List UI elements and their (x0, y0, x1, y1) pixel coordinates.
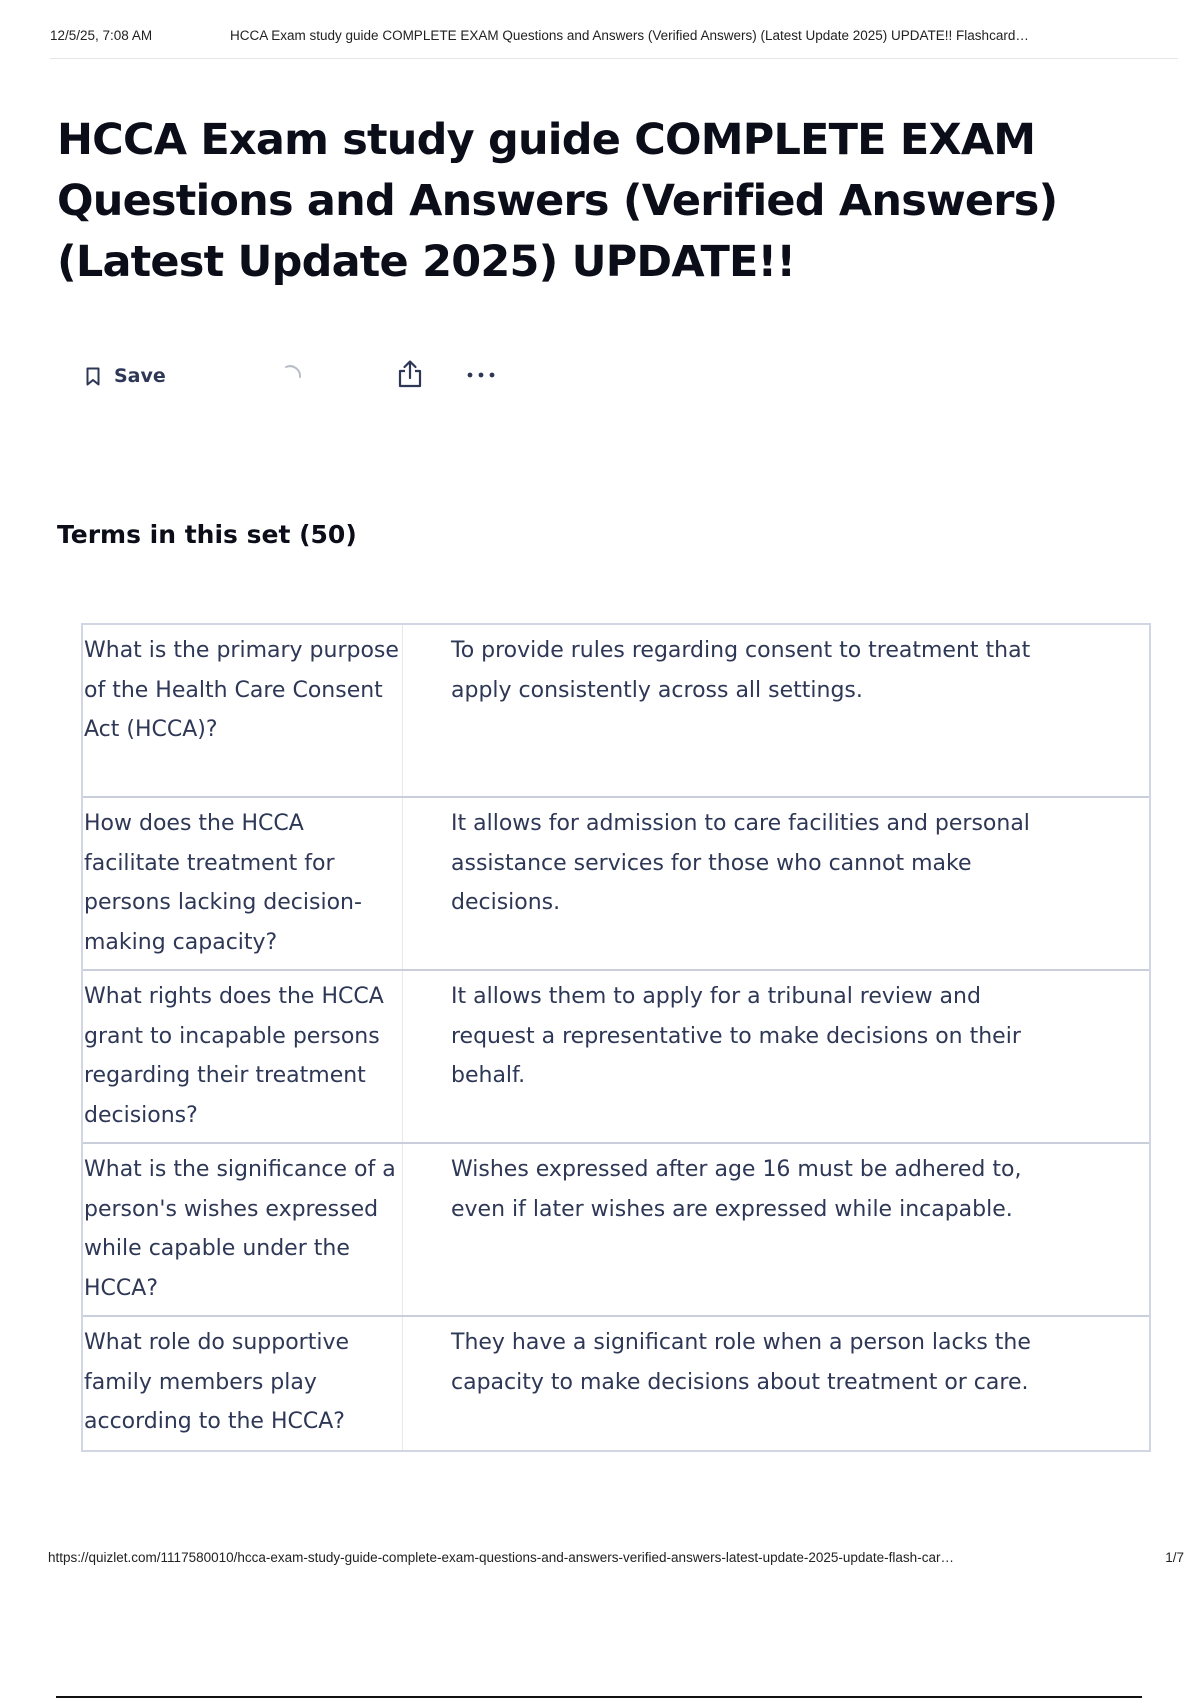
print-date: 12/5/25, 7:08 AM (50, 28, 153, 43)
print-footer (48, 1550, 1184, 1565)
page-url: https://quizlet.com/1117580010/hcca-exam-study-guide-complete-exam-questions-and-answers-verified-answers-latest-update-2025-update-flash-car… (48, 1550, 954, 1565)
term-row (83, 798, 1149, 971)
definition-text: They have a significant role when a person lacks the capacity to make decisions about treatment or care. (451, 1330, 1031, 1395)
page-number: 1/7 (1165, 1550, 1184, 1565)
definition-text: It allows them to apply for a tribunal review and request a representative to make decisions on their behalf. (451, 984, 1021, 1088)
term-text: What role do supportive family members play according to the HCCA? (83, 1317, 403, 1450)
definition-text: To provide rules regarding consent to treatment that apply consistently across all settings. (451, 638, 1031, 703)
term-text: What is the significance of a person's wishes expressed while capable under the HCCA? (83, 1144, 403, 1315)
terms-table (81, 623, 1151, 1452)
share-button[interactable] (396, 359, 424, 394)
save-label: Save (114, 365, 166, 387)
term-row (83, 625, 1149, 798)
term-text: What rights does the HCCA grant to incapable persons regarding their treatment decisions? (83, 971, 403, 1142)
loading-spinner-icon (276, 361, 306, 391)
definition-text: It allows for admission to care facilities and personal assistance services for those who cannot make decisions. (451, 811, 1030, 915)
terms-heading: Terms in this set (50) (57, 520, 357, 549)
term-text: What is the primary purpose of the Health Care Consent Act (HCCA)? (83, 625, 403, 796)
set-toolbar (86, 360, 496, 392)
share-icon (396, 359, 424, 389)
term-row (83, 1317, 1149, 1450)
save-button[interactable] (86, 365, 276, 387)
term-row (83, 971, 1149, 1144)
definition-text: Wishes expressed after age 16 must be adhered to, even if later wishes are expressed while incapable. (451, 1157, 1022, 1222)
term-text: How does the HCCA facilitate treatment for persons lacking decision-making capacity? (83, 798, 403, 969)
print-doc-title: HCCA Exam study guide COMPLETE EXAM Questions and Answers (Verified Answers) (Latest Update 2025) UPDATE!! Flashcard… (230, 28, 1029, 43)
more-options-icon (466, 370, 496, 380)
term-row (83, 1144, 1149, 1317)
more-options-button[interactable] (466, 367, 496, 385)
print-header (50, 28, 1178, 59)
bookmark-icon (86, 367, 100, 386)
page-divider (56, 1696, 1142, 1698)
page-title: HCCA Exam study guide COMPLETE EXAM Questions and Answers (Verified Answers) (Latest Update 2025) UPDATE!! (57, 115, 1058, 287)
